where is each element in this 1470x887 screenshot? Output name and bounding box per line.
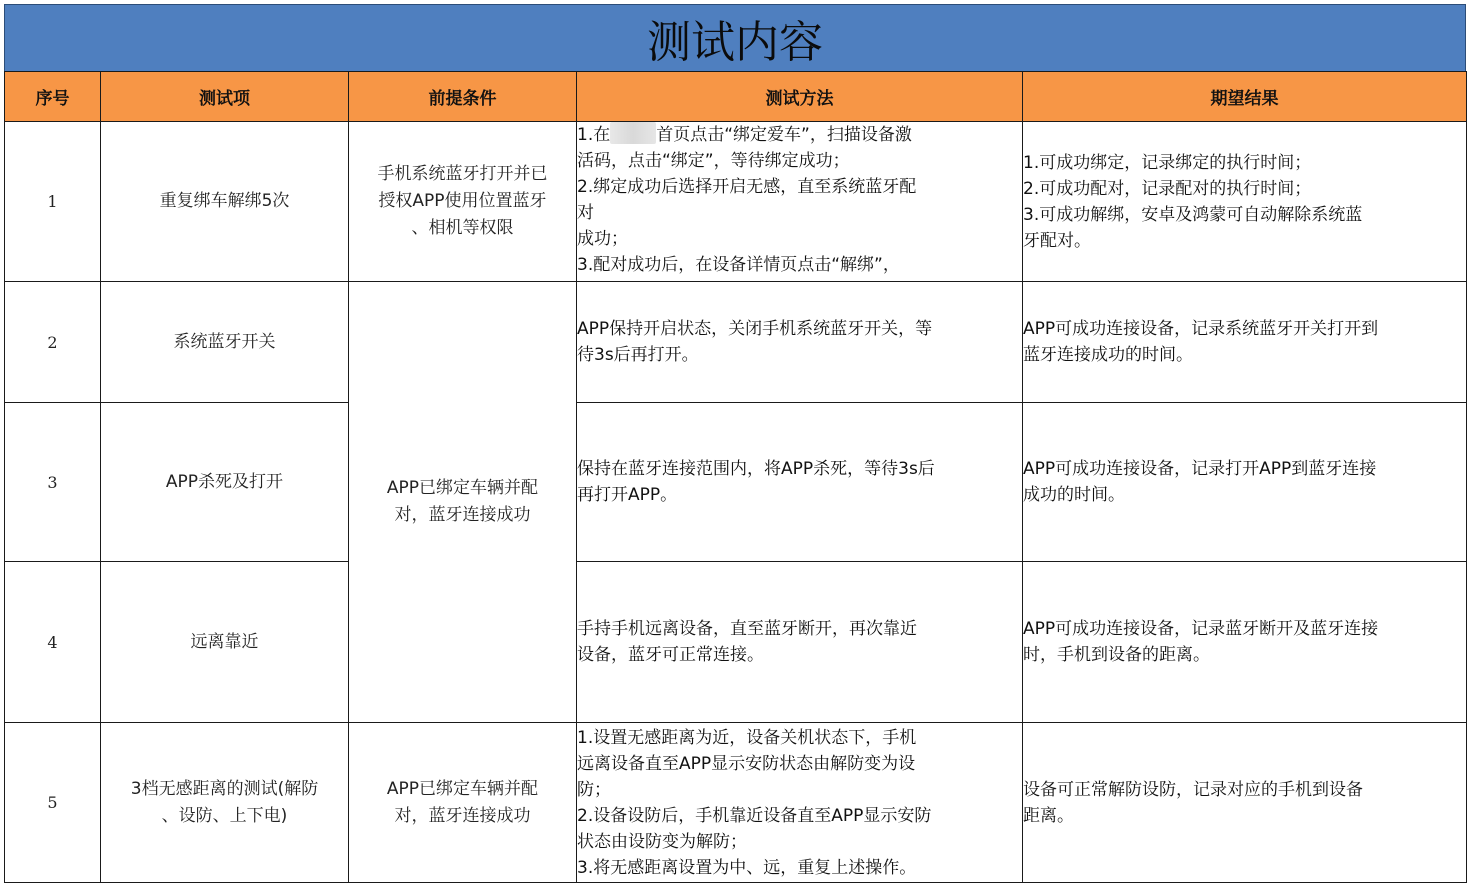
cell-line: 首页点击“绑定爱车”，扫描设备激 bbox=[656, 125, 912, 145]
cell-line: 授权APP使用位置蓝牙 bbox=[378, 191, 547, 211]
cell-line: 设备，蓝牙可正常连接。 bbox=[577, 645, 764, 665]
cell-method[interactable] bbox=[577, 562, 1023, 723]
cell-item[interactable] bbox=[101, 122, 349, 282]
cell-line: 3.可成功解绑，安卓及鸿蒙可自动解除系统蓝 bbox=[1023, 204, 1363, 225]
cell-item[interactable] bbox=[101, 562, 349, 723]
cell-expected[interactable] bbox=[1023, 122, 1467, 282]
cell-line: 3.配对成功后，在设备详情页点击“解绑”， bbox=[577, 255, 900, 275]
cell-line: 2.可成功配对，记录配对的执行时间； bbox=[1023, 178, 1312, 199]
cell-line: 系统蓝牙开关 bbox=[173, 331, 276, 352]
cell-precondition[interactable] bbox=[349, 723, 577, 883]
cell-line: 时，手机到设备的距离。 bbox=[1023, 645, 1210, 665]
header-item[interactable]: 测试项 bbox=[101, 72, 349, 122]
table-row bbox=[5, 403, 1467, 562]
sheet-title: 测试内容 bbox=[4, 4, 1466, 72]
cell-no[interactable]: 4 bbox=[5, 562, 101, 723]
header-method[interactable]: 测试方法 bbox=[577, 72, 1023, 122]
header-precondition[interactable]: 前提条件 bbox=[349, 72, 577, 122]
cell-line: 2.设备设防后，手机靠近设备直至APP显示安防 bbox=[577, 805, 932, 826]
cell-line: 保持在蓝牙连接范围内，将APP杀死，等待3s后 bbox=[577, 459, 935, 479]
header-no[interactable]: 序号 bbox=[5, 72, 101, 122]
cell-line: 再打开APP。 bbox=[577, 485, 678, 505]
cell-item[interactable] bbox=[101, 723, 349, 883]
cell-line: APP已绑定车辆并配 bbox=[386, 778, 539, 799]
table-row bbox=[5, 562, 1467, 723]
cell-line: 距离。 bbox=[1023, 805, 1074, 826]
cell-line: 3档无感距离的测试(解防 bbox=[130, 778, 319, 799]
header-expected[interactable]: 期望结果 bbox=[1023, 72, 1467, 122]
cell-line: APP可成功连接设备，记录系统蓝牙开关打开到 bbox=[1023, 319, 1379, 339]
cell-line: 远离靠近 bbox=[190, 631, 259, 652]
cell-line: 重复绑车解绑5次 bbox=[159, 191, 290, 211]
cell-line: 防； bbox=[577, 779, 611, 800]
cell-method[interactable] bbox=[577, 122, 1023, 282]
cell-method[interactable] bbox=[577, 403, 1023, 562]
cell-line: 手持手机远离设备，直至蓝牙断开，再次靠近 bbox=[577, 619, 917, 639]
cell-line: APP杀死及打开 bbox=[165, 471, 284, 492]
cell-line: 成功的时间。 bbox=[1023, 485, 1125, 505]
redacted-app-name bbox=[610, 122, 656, 144]
table-row bbox=[5, 122, 1467, 282]
cell-line: 、设防、上下电) bbox=[161, 805, 288, 826]
table-row bbox=[5, 282, 1467, 403]
cell-item[interactable] bbox=[101, 403, 349, 562]
header-row bbox=[5, 72, 1467, 122]
cell-line: 1.在 bbox=[577, 125, 611, 145]
cell-line: APP已绑定车辆并配 bbox=[386, 478, 539, 498]
cell-precondition-merged[interactable] bbox=[349, 282, 577, 723]
cell-no[interactable]: 2 bbox=[5, 282, 101, 403]
test-table bbox=[4, 71, 1467, 883]
cell-line: 活码，点击“绑定”，等待绑定成功； bbox=[577, 151, 850, 171]
cell-line: 对，蓝牙连接成功 bbox=[394, 805, 531, 826]
cell-line: 对，蓝牙连接成功 bbox=[394, 505, 531, 525]
cell-line: 、相机等权限 bbox=[411, 218, 514, 238]
cell-expected[interactable] bbox=[1023, 403, 1467, 562]
cell-line: 设备可正常解防设防，记录对应的手机到设备 bbox=[1023, 779, 1363, 800]
cell-line: 待3s后再打开。 bbox=[577, 345, 699, 365]
cell-line: 牙配对。 bbox=[1023, 230, 1091, 251]
cell-expected[interactable] bbox=[1023, 282, 1467, 403]
cell-precondition[interactable] bbox=[349, 122, 577, 282]
spreadsheet bbox=[4, 4, 1467, 887]
cell-no[interactable]: 3 bbox=[5, 403, 101, 562]
cell-no[interactable]: 5 bbox=[5, 723, 101, 883]
cell-line: APP保持开启状态，关闭手机系统蓝牙开关，等 bbox=[577, 319, 933, 339]
cell-line: 状态由设防变为解防； bbox=[577, 831, 747, 852]
cell-line: 1.可成功绑定，记录绑定的执行时间； bbox=[1023, 152, 1312, 173]
cell-expected[interactable] bbox=[1023, 562, 1467, 723]
cell-line: 2.绑定成功后选择开启无感，直至系统蓝牙配 bbox=[577, 177, 917, 197]
cell-line: APP可成功连接设备，记录蓝牙断开及蓝牙连接 bbox=[1023, 619, 1379, 639]
cell-method[interactable] bbox=[577, 723, 1023, 883]
cell-line: 成功； bbox=[577, 229, 628, 249]
cell-line: 远离设备直至APP显示安防状态由解防变为设 bbox=[577, 753, 916, 774]
cell-no[interactable]: 1 bbox=[5, 122, 101, 282]
cell-item[interactable] bbox=[101, 282, 349, 403]
cell-line: 蓝牙连接成功的时间。 bbox=[1023, 345, 1193, 365]
cell-expected[interactable] bbox=[1023, 723, 1467, 883]
cell-line: 对 bbox=[577, 203, 594, 223]
cell-line: 1.设置无感距离为近，设备关机状态下，手机 bbox=[577, 727, 917, 748]
table-row bbox=[5, 723, 1467, 883]
cell-method[interactable] bbox=[577, 282, 1023, 403]
cell-line: 3.将无感距离设置为中、远，重复上述操作。 bbox=[577, 857, 917, 878]
cell-line: APP可成功连接设备，记录打开APP到蓝牙连接 bbox=[1023, 459, 1377, 479]
cell-line: 手机系统蓝牙打开并已 bbox=[377, 164, 548, 184]
